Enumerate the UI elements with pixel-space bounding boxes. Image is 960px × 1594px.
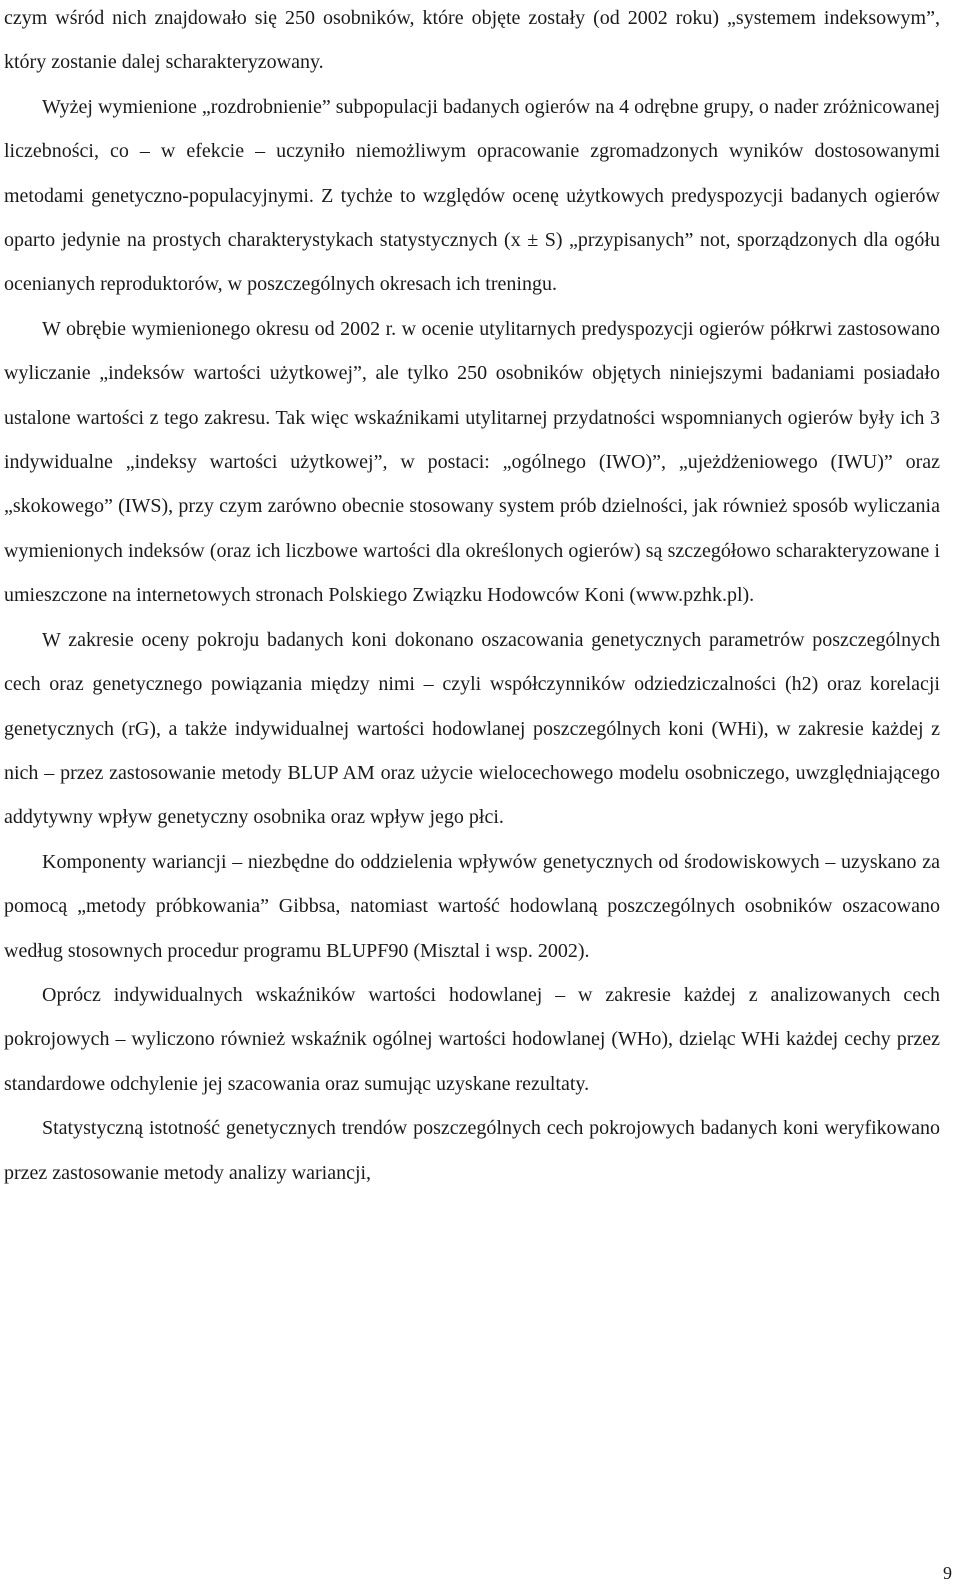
paragraph-4: W zakresie oceny pokroju badanych koni dokonano oszacowania genetycznych parametrów poszczególnych cech oraz genetycznego powiązania między nimi – czyli współczynników odziedziczalności (h2) oraz korelacji genetycznych (rG), a także indywidualnej wartości hodowlanej poszczególnych koni (WHi), w zakresie każdej z nich – przez zastosowanie metody BLUP AM oraz użycie wielocechowego modelu osobniczego, uwzględniającego addytywny wpływ genetyczny osobnika oraz wpływ jego płci.: [4, 628, 940, 829]
document-page: [4, 0, 940, 1195]
paragraph-1: czym wśród nich znajdowało się 250 osobników, które objęte zostały (od 2002 roku) „systemem indeksowym”, który zostanie dalej scharakteryzowany.: [4, 7, 940, 74]
paragraph-3: W obrębie wymienionego okresu od 2002 r. w ocenie utylitarnych predyspozycji ogierów półkrwi zastosowano wyliczanie „indeksów wartości użytkowej”, ale tylko 250 osobników objętych niniejszymi badaniami posiadało ustalone wartości z tego zakresu. Tak więc wskaźnikami utylitarnej przydatności wspomnianych ogierów były ich 3 indywidualne „indeksy wartości użytkowej”, w postaci: „ogólnego (IWO)”, „ujeżdżeniowego (IWU)” oraz „skokowego” (IWS), przy czym zarówno obecnie stosowany system prób dzielności, jak również sposób wyliczania wymienionych indeksów (oraz ich liczbowe wartości dla określonych ogierów) są szczegółowo scharakteryzowane i umieszczone na internetowych stronach Polskiego Związku Hodowców Koni (www.pzhk.pl).: [4, 317, 940, 607]
page-number: 9: [943, 1563, 952, 1583]
paragraph-6: Oprócz indywidualnych wskaźników wartości hodowlanej – w zakresie każdej z analizowanych cech pokrojowych – wyliczono również wskaźnik ogólnej wartości hodowlanej (WHo), dzieląc WHi każdej cechy przez standardowe odchylenie jej szacowania oraz sumując uzyskane rezultaty.: [4, 983, 940, 1095]
paragraph-5: Komponenty wariancji – niezbędne do oddzielenia wpływów genetycznych od środowiskowych – uzyskano za pomocą „metody próbkowania” Gibbsa, natomiast wartość hodowlaną poszczególnych osobników oszacowano według stosownych procedur programu BLUPF90 (Misztal i wsp. 2002).: [4, 850, 940, 962]
paragraph-2: Wyżej wymienione „rozdrobnienie” subpopulacji badanych ogierów na 4 odrębne grupy, o nader zróżnicowanej liczebności, co – w efekcie – uczyniło niemożliwym opracowanie zgromadzonych wyników dostosowanymi metodami genetyczno-populacyjnymi. Z tychże to względów ocenę użytkowych predyspozycji badanych ogierów oparto jedynie na prostych charakterystykach statystycznych (x ± S) „przypisanych” not, sporządzonych dla ogółu ocenianych reproduktorów, w poszczególnych okresach ich treningu.: [4, 95, 940, 296]
paragraph-7: Statystyczną istotność genetycznych trendów poszczególnych cech pokrojowych badanych koni weryfikowano przez zastosowanie metody analizy wariancji,: [4, 1117, 940, 1184]
